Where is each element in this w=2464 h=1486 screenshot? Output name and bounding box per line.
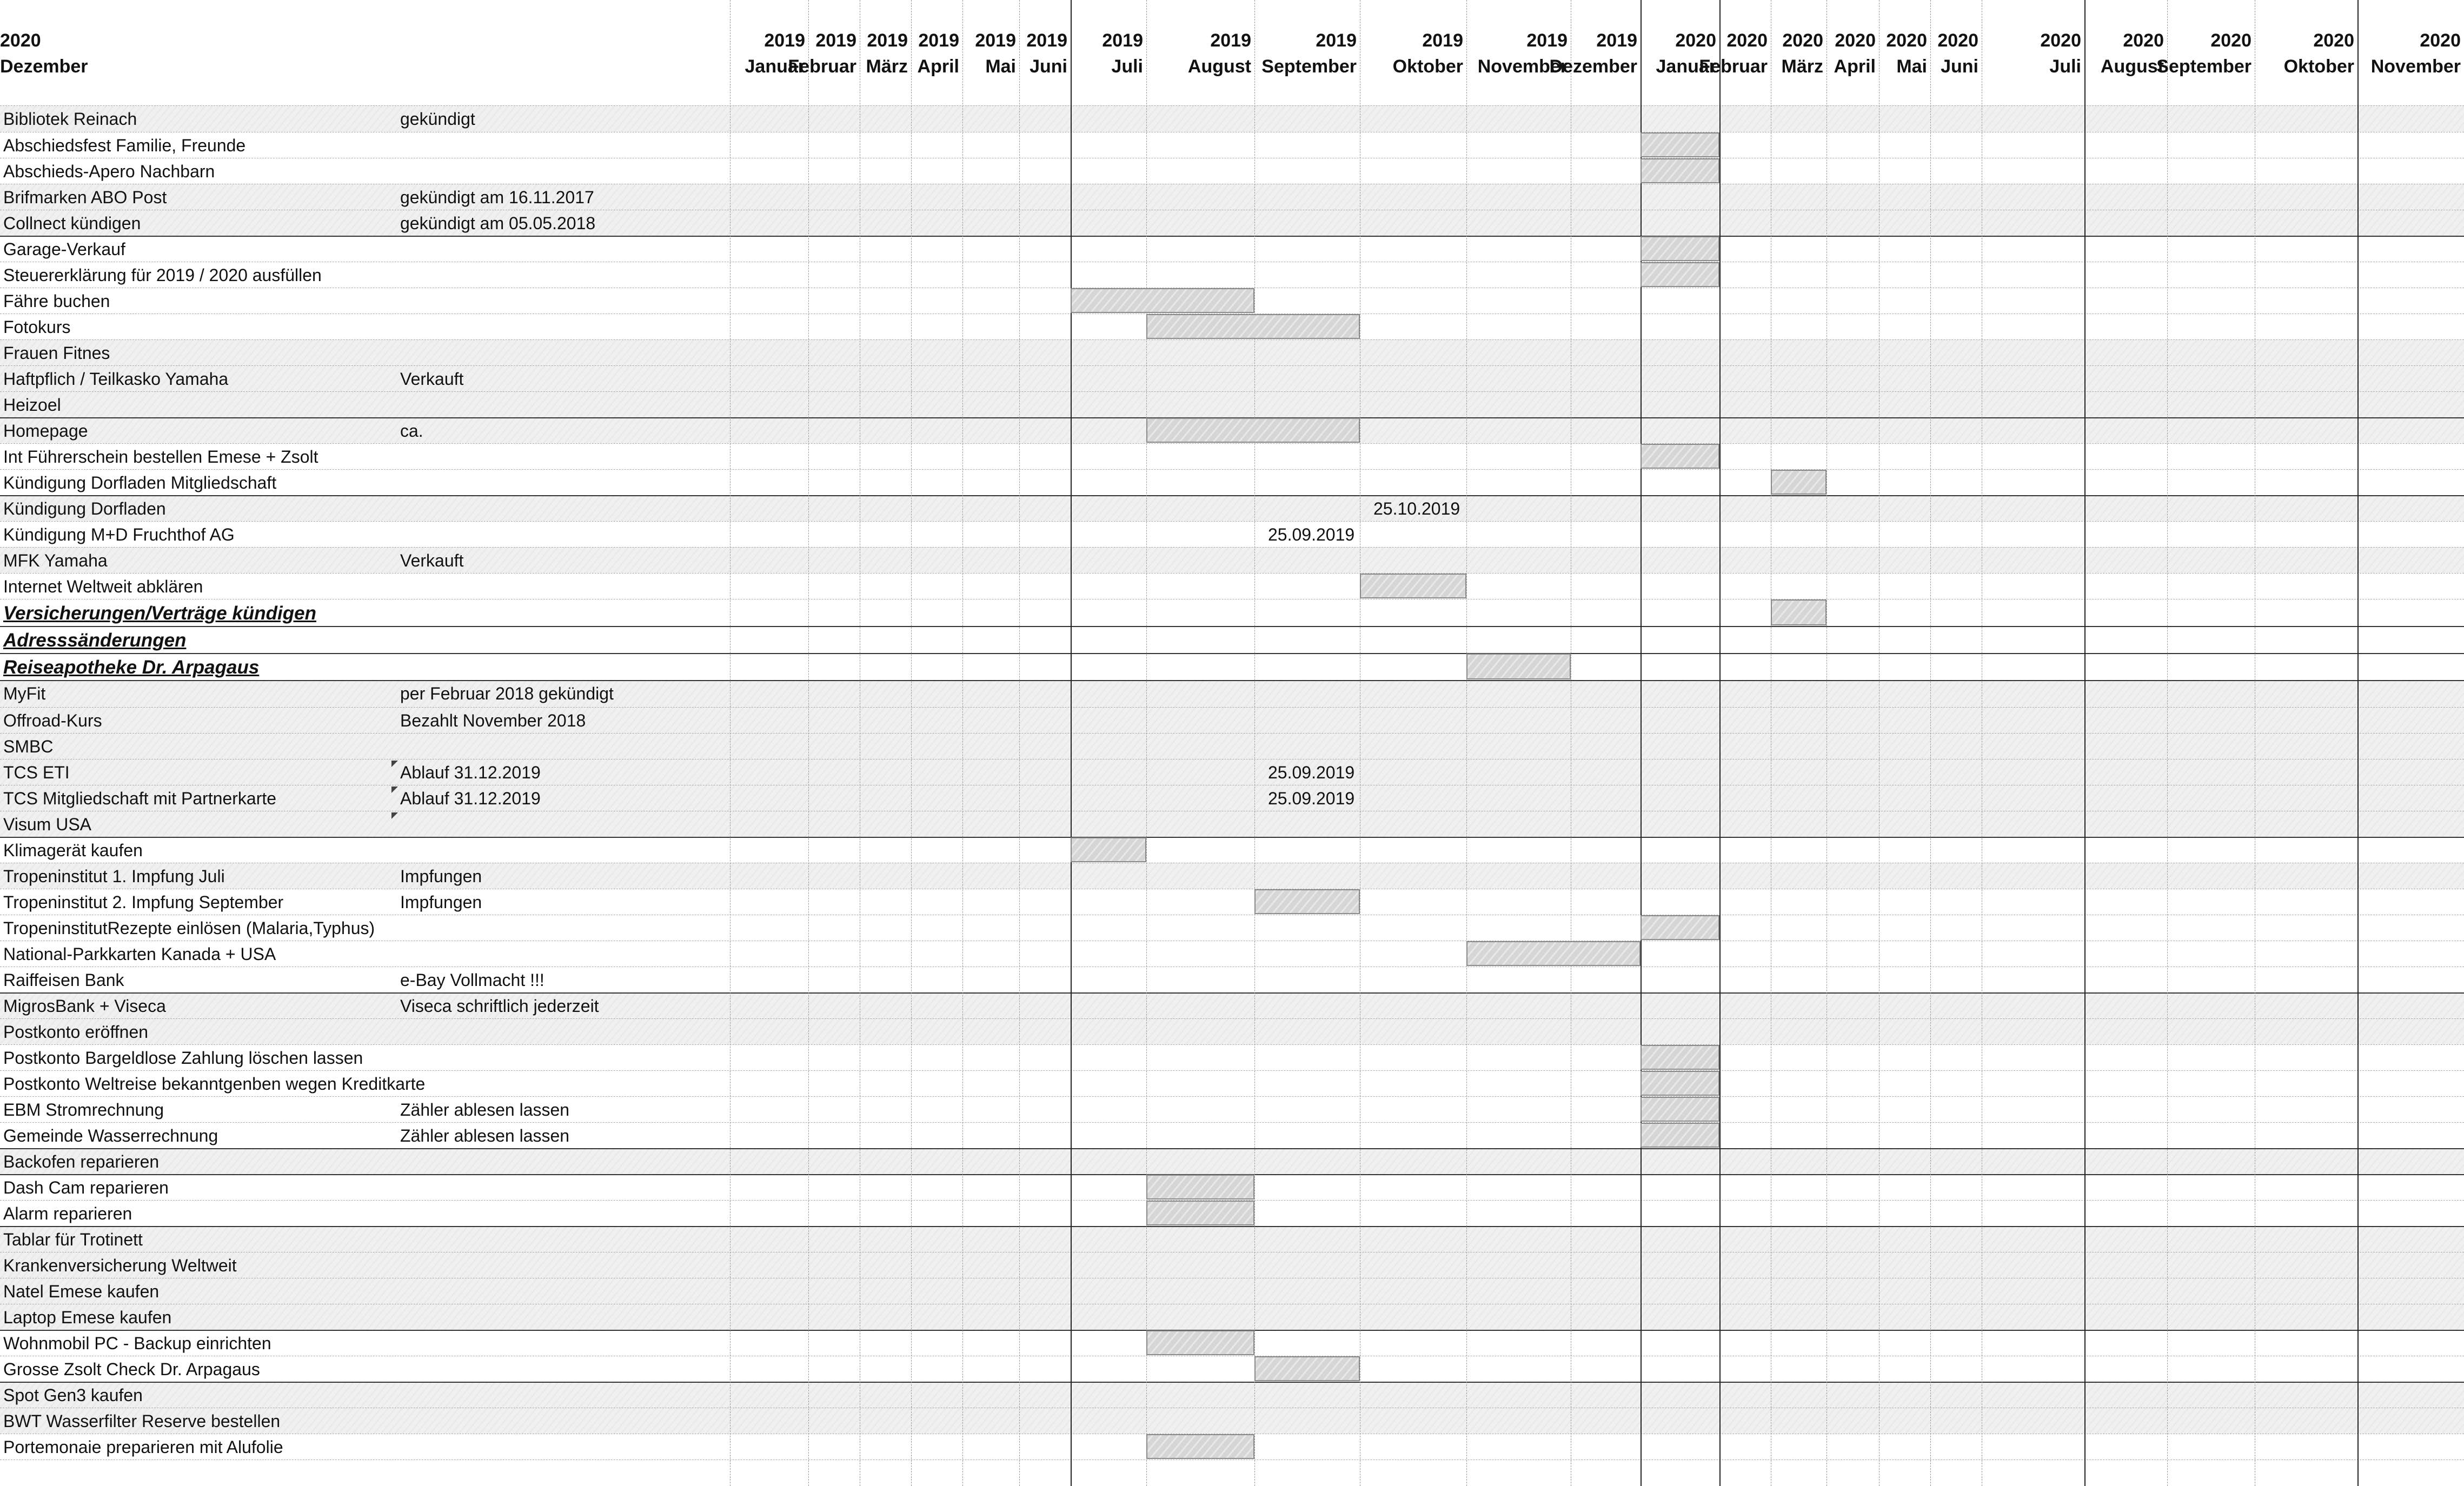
gantt-bar <box>1071 837 1146 862</box>
row-gridline <box>0 105 2464 106</box>
task-name-cell[interactable]: National-Parkkarten Kanada + USA <box>3 944 276 964</box>
header-month-cell: September <box>2156 56 2252 77</box>
header-month-cell: März <box>1781 56 1823 77</box>
row-shade-band <box>0 495 2464 521</box>
task-note-cell[interactable]: Impfungen <box>400 892 482 912</box>
task-note-cell[interactable]: gekündigt am 05.05.2018 <box>400 214 596 233</box>
row-gridline <box>0 1122 2464 1123</box>
gantt-bar <box>1254 889 1360 914</box>
gantt-bar <box>1641 132 1719 157</box>
gantt-bar <box>1641 1097 1719 1122</box>
task-name-cell[interactable]: Tropeninstitut 1. Impfung Juli <box>3 867 225 886</box>
header-year-cell: 2020 <box>2313 30 2354 51</box>
task-date-cell[interactable]: 25.09.2019 <box>1268 525 1355 544</box>
gantt-bar <box>1146 314 1360 339</box>
gantt-bar <box>1146 1330 1254 1355</box>
row-gridline <box>0 1070 2464 1071</box>
header-year-cell: 2019 <box>918 30 959 51</box>
task-name-cell[interactable]: Postkonto Bargeldlose Zahlung löschen lassen <box>3 1048 363 1068</box>
header-year-cell: 2019 <box>815 30 856 51</box>
gantt-bar <box>1641 236 1719 261</box>
header-year-cell: 2020 <box>0 30 41 51</box>
header-year-cell: 2020 <box>1782 30 1823 51</box>
task-note-cell[interactable]: Viseca schriftlich jederzeit <box>400 996 599 1016</box>
row-gridline <box>0 1018 2464 1019</box>
row-gridline <box>0 443 2464 444</box>
row-shade-band <box>0 863 2464 889</box>
task-name-cell[interactable]: Steuererklärung für 2019 / 2020 ausfüllen <box>3 265 322 285</box>
header-year-cell: 2020 <box>1937 30 1978 51</box>
task-date-cell[interactable]: 25.09.2019 <box>1268 789 1355 808</box>
header-year-cell: 2019 <box>1596 30 1637 51</box>
task-name-cell[interactable]: Laptop Emese kaufen <box>3 1308 172 1327</box>
header-year-cell: 2020 <box>1675 30 1716 51</box>
row-shade-band <box>0 680 2464 837</box>
task-name-cell[interactable]: Haftpflich / Teilkasko Yamaha <box>3 369 229 389</box>
row-shade-band <box>0 547 2464 573</box>
row-gridline <box>0 1044 2464 1045</box>
task-name-cell[interactable]: Klimagerät kaufen <box>3 841 143 860</box>
task-note-cell[interactable]: gekündigt am 16.11.2017 <box>400 188 594 207</box>
header-year-cell: 2020 <box>2040 30 2081 51</box>
task-name-cell[interactable]: MyFit <box>3 684 46 703</box>
gantt-bar <box>1146 1175 1254 1200</box>
gantt-bar <box>1771 470 1827 495</box>
task-note-cell[interactable]: Zähler ablesen lassen <box>400 1126 570 1145</box>
row-gridline <box>0 680 2464 681</box>
header-month-cell: Februar <box>1699 56 1768 77</box>
gantt-bar <box>1146 418 1360 443</box>
header-month-cell: Juli <box>2049 56 2081 77</box>
header-month-cell: Januar <box>745 56 805 77</box>
month-gridline <box>1641 0 1642 1486</box>
task-note-cell[interactable]: per Februar 2018 gekündigt <box>400 684 614 703</box>
task-name-cell[interactable]: Kündigung Dorfladen Mitgliedschaft <box>3 473 277 492</box>
task-name-cell[interactable]: Collnect kündigen <box>3 214 141 233</box>
task-name-cell[interactable]: Gemeinde Wasserrechnung <box>3 1126 218 1145</box>
header-year-cell: 2020 <box>1886 30 1927 51</box>
task-date-cell[interactable]: 25.09.2019 <box>1268 763 1355 782</box>
task-note-cell[interactable]: Ablauf 31.12.2019 <box>400 763 541 782</box>
row-gridline <box>0 992 2464 994</box>
header-year-cell: 2019 <box>1422 30 1463 51</box>
month-gridline <box>1719 0 1721 1486</box>
month-gridline <box>911 0 912 1486</box>
task-name-cell[interactable]: Tablar für Trotinett <box>3 1230 143 1249</box>
header-year-cell: 2020 <box>2210 30 2252 51</box>
header-year-cell: 2020 <box>1726 30 1768 51</box>
header-year-cell: 2020 <box>2420 30 2461 51</box>
task-name-cell[interactable]: Kündigung Dorfladen <box>3 499 166 518</box>
task-name-cell[interactable]: TCS Mitgliedschaft mit Partnerkarte <box>3 789 277 808</box>
task-name-cell[interactable]: BWT Wasserfilter Reserve bestellen <box>3 1411 281 1431</box>
row-gridline <box>0 495 2464 496</box>
task-name-cell[interactable]: Krankenversicherung Weltweit <box>3 1256 237 1275</box>
row-gridline <box>0 521 2464 522</box>
header-year-cell: 2019 <box>764 30 805 51</box>
month-gridline <box>1071 0 1072 1486</box>
header-year-cell: 2020 <box>1835 30 1876 51</box>
header-month-cell: Dezember <box>0 56 88 77</box>
header-month-cell: Juli <box>1111 56 1143 77</box>
task-name-cell[interactable]: Postkonto Weltreise bekanntgenben wegen Kreditkarte <box>3 1074 426 1094</box>
row-gridline <box>0 573 2464 574</box>
month-gridline <box>1146 0 1147 1486</box>
task-name-cell[interactable]: SMBC <box>3 737 54 756</box>
task-name-cell[interactable]: Raiffeisen Bank <box>3 970 124 990</box>
row-shade-band <box>0 105 2464 132</box>
task-note-cell[interactable]: ca. <box>400 421 423 441</box>
gantt-bar <box>1466 941 1641 966</box>
task-name-cell[interactable]: MFK Yamaha <box>3 551 108 570</box>
task-name-cell[interactable]: Abschieds-Apero Nachbarn <box>3 162 215 181</box>
header-month-cell: Januar <box>1656 56 1716 77</box>
header-month-cell: Mai <box>1896 56 1927 77</box>
task-name-cell[interactable]: Bibliotek Reinach <box>3 109 137 129</box>
task-name-cell[interactable]: Portemonaie preparieren mit Alufolie <box>3 1437 283 1457</box>
month-gridline <box>808 0 809 1486</box>
task-name-cell[interactable]: Frauen Fitnes <box>3 343 110 363</box>
header-month-cell: November <box>1477 56 1568 77</box>
row-gridline <box>0 1226 2464 1227</box>
gantt-bar <box>1641 158 1719 183</box>
task-note-cell[interactable]: gekündigt <box>400 109 475 129</box>
row-gridline <box>0 469 2464 470</box>
comment-marker-icon <box>391 761 398 767</box>
header-year-cell: 2019 <box>1026 30 1067 51</box>
header-month-cell: April <box>917 56 959 77</box>
gantt-bar <box>1071 288 1254 313</box>
row-gridline <box>0 1096 2464 1097</box>
row-gridline <box>0 236 2464 237</box>
header-month-cell: Oktober <box>2283 56 2354 77</box>
header-month-cell: April <box>1834 56 1876 77</box>
task-name-cell[interactable]: Backofen reparieren <box>3 1152 160 1171</box>
header-month-cell: August <box>2100 56 2164 77</box>
task-name-cell[interactable]: Brifmarken ABO Post <box>3 188 167 207</box>
gantt-bar <box>1641 1045 1719 1070</box>
gantt-bar <box>1641 915 1719 940</box>
header-month-cell: Februar <box>788 56 856 77</box>
task-name-cell[interactable]: Visum USA <box>3 815 92 834</box>
task-name-cell[interactable]: Versicherungen/Verträge kündigen <box>3 603 316 624</box>
gantt-bar <box>1641 1071 1719 1096</box>
header-year-cell: 2019 <box>1210 30 1251 51</box>
month-gridline <box>1930 0 1931 1486</box>
task-note-cell[interactable]: e-Bay Vollmacht !!! <box>400 970 544 990</box>
gantt-bar <box>1254 1356 1360 1381</box>
task-name-cell[interactable]: Spot Gen3 kaufen <box>3 1385 143 1405</box>
task-note-cell[interactable]: Impfungen <box>400 867 482 886</box>
month-gridline <box>1019 0 1020 1486</box>
row-gridline <box>0 707 2464 708</box>
task-name-cell[interactable]: Internet Weltweit abklären <box>3 577 203 596</box>
gantt-bar <box>1466 654 1571 679</box>
task-name-cell[interactable]: TropeninstitutRezepte einlösen (Malaria,Typhus) <box>3 918 375 938</box>
header-year-cell: 2019 <box>1526 30 1568 51</box>
row-gridline <box>0 1382 2464 1383</box>
gantt-bar <box>1360 574 1466 598</box>
row-gridline <box>0 547 2464 548</box>
task-name-cell[interactable]: Garage-Verkauf <box>3 239 125 259</box>
task-name-cell[interactable]: Tropeninstitut 2. Impfung September <box>3 892 284 912</box>
task-name-cell[interactable]: TCS ETI <box>3 763 70 782</box>
row-gridline <box>0 837 2464 838</box>
task-name-cell[interactable]: Dash Cam reparieren <box>3 1178 169 1197</box>
task-name-cell[interactable]: Fähre buchen <box>3 291 110 311</box>
header-year-cell: 2019 <box>867 30 908 51</box>
task-name-cell[interactable]: Abschiedsfest Familie, Freunde <box>3 136 246 155</box>
header-year-cell: 2020 <box>2123 30 2164 51</box>
month-gridline <box>2084 0 2086 1486</box>
month-gridline <box>1466 0 1467 1486</box>
month-gridline <box>2167 0 2168 1486</box>
gantt-bar <box>1771 599 1827 625</box>
header-month-cell: März <box>866 56 908 77</box>
row-gridline <box>0 339 2464 340</box>
comment-marker-icon <box>391 787 398 793</box>
gantt-bar <box>1146 1434 1254 1459</box>
gantt-bar <box>1641 262 1719 287</box>
row-gridline <box>0 1148 2464 1149</box>
task-name-cell[interactable]: Reiseapotheke Dr. Arpagaus <box>3 657 260 678</box>
header-month-cell: Juni <box>1030 56 1067 77</box>
task-note-cell[interactable]: Ablauf 31.12.2019 <box>400 789 541 808</box>
month-gridline <box>962 0 963 1486</box>
task-name-cell[interactable]: MigrosBank + Viseca <box>3 996 166 1016</box>
task-name-cell[interactable]: Kündigung M+D Fruchthof AG <box>3 525 235 544</box>
task-name-cell[interactable]: Homepage <box>3 421 88 441</box>
row-gridline <box>0 653 2464 654</box>
task-name-cell[interactable]: Alarm reparieren <box>3 1204 132 1223</box>
task-name-cell[interactable]: Heizoel <box>3 395 61 415</box>
header-year-cell: 2019 <box>1102 30 1143 51</box>
task-date-cell[interactable]: 25.10.2019 <box>1373 499 1460 518</box>
task-name-cell[interactable]: Natel Emese kaufen <box>3 1282 160 1301</box>
task-name-cell[interactable]: Postkonto eröffnen <box>3 1022 149 1042</box>
header-month-cell: November <box>2370 56 2461 77</box>
row-gridline <box>0 733 2464 734</box>
task-note-cell[interactable]: Bezahlt November 2018 <box>400 711 586 730</box>
task-name-cell[interactable]: EBM Stromrechnung <box>3 1100 164 1120</box>
gantt-bar <box>1146 1201 1254 1225</box>
task-note-cell[interactable]: Verkauft <box>400 369 464 389</box>
gantt-bar <box>1641 1123 1719 1148</box>
comment-marker-icon <box>391 812 398 819</box>
task-note-cell[interactable]: Verkauft <box>400 551 464 570</box>
header-year-cell: 2019 <box>975 30 1016 51</box>
month-gridline <box>1254 0 1255 1486</box>
month-gridline <box>2357 0 2359 1486</box>
task-name-cell[interactable]: Adresssänderungen <box>3 630 187 651</box>
header-month-cell: Dezember <box>1549 56 1637 77</box>
row-gridline <box>0 365 2464 366</box>
header-month-cell: Juni <box>1941 56 1978 77</box>
task-name-cell[interactable]: Wohnmobil PC - Backup einrichten <box>3 1334 271 1353</box>
row-gridline <box>0 626 2464 627</box>
task-name-cell[interactable]: Int Führerschein bestellen Emese + Zsolt <box>3 447 318 467</box>
task-name-cell[interactable]: Fotokurs <box>3 317 71 337</box>
task-name-cell[interactable]: Grosse Zsolt Check Dr. Arpagaus <box>3 1360 260 1379</box>
task-name-cell[interactable]: Offroad-Kurs <box>3 711 102 730</box>
row-gridline <box>0 391 2464 392</box>
header-month-cell: August <box>1187 56 1251 77</box>
header-month-cell: Mai <box>985 56 1016 77</box>
header-year-cell: 2019 <box>1316 30 1357 51</box>
row-shade-band <box>0 1148 2464 1174</box>
gantt-bar <box>1641 444 1719 469</box>
task-note-cell[interactable]: Zähler ablesen lassen <box>400 1100 570 1120</box>
header-month-cell: Oktober <box>1392 56 1463 77</box>
header-month-cell: September <box>1261 56 1357 77</box>
